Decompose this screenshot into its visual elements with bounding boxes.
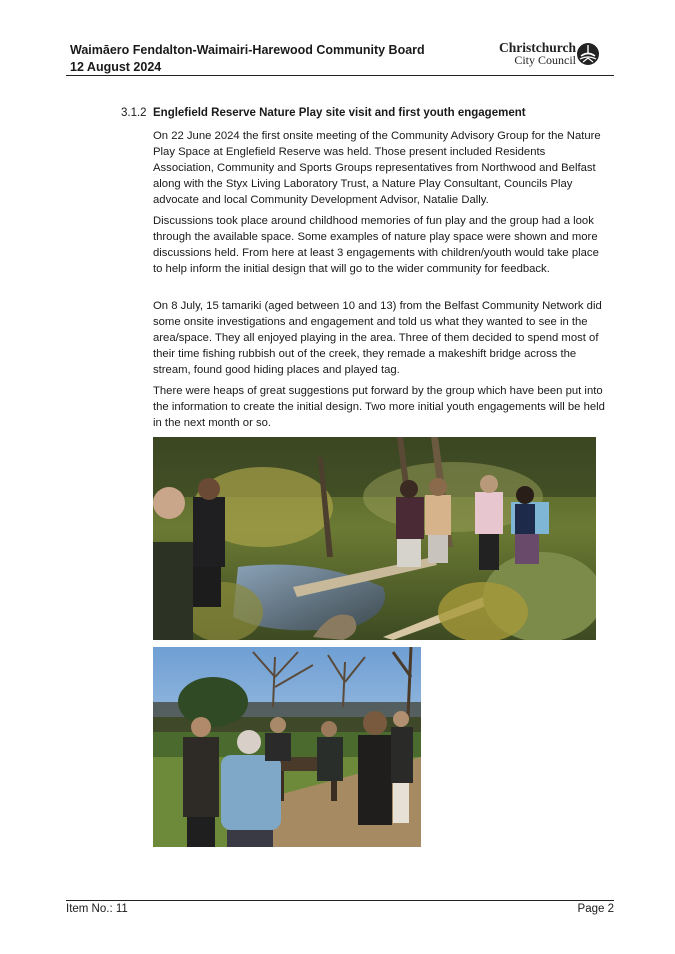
council-logo bbox=[498, 40, 614, 74]
body-paragraph: On 8 July, 15 tamariki (aged between 10 and 13) from the Belfast Community Network did some onsite investigations and engagement and told us what they wanted to see in the area/space. They all enjoyed playing in the area. Three of them decided to spend most of their time fishing rubbish out of the creek, they remade a makeshift bridge across the stream, found good hiding places and played tag. bbox=[153, 300, 602, 376]
item-number: Item No.: 11 bbox=[66, 903, 128, 915]
logo-text-line1: Christchurch bbox=[498, 40, 576, 55]
header-divider bbox=[66, 75, 614, 76]
section-number: 3.1.2 bbox=[121, 107, 147, 119]
body-paragraph: Discussions took place around childhood memories of fun play and the group had a look through the available space. Some examples of nature play space were shown and more discussions held. From here at least 3 engagements with children/youth would take place to help inform the initial design that will go to the wider community for feedback. bbox=[153, 215, 599, 275]
section-title: Englefield Reserve Nature Play site visit and first youth engagement bbox=[153, 107, 526, 119]
cathedral-logo-icon bbox=[576, 42, 600, 66]
body-paragraph: On 22 June 2024 the first onsite meeting of the Community Advisory Group for the Nature Play Space at Englefield Reserve was held. Those present included Residents Association, Community and Sports Groups representatives from Northwood and Belfast along with the Styx Living Laboratory Trust, a Nature Play Consultant, Councils Play advocate and local Community Development Advisor, Natalie Dally. bbox=[153, 130, 601, 206]
logo-text-line2: City Council bbox=[514, 53, 576, 67]
board-name: Waimāero Fendalton-Waimairi-Harewood Community Board bbox=[70, 43, 425, 57]
advisory-group-photo bbox=[153, 647, 421, 847]
body-paragraph: There were heaps of great suggestions put forward by the group which have been put into the information to create the initial design. Two more initial youth engagements will be held in the next month or so. bbox=[153, 385, 605, 429]
footer-divider bbox=[66, 900, 614, 901]
page-header bbox=[66, 40, 614, 76]
meeting-date: 12 August 2024 bbox=[70, 60, 162, 74]
creek-youth-photo bbox=[153, 437, 596, 640]
page-number: Page 2 bbox=[577, 903, 614, 915]
